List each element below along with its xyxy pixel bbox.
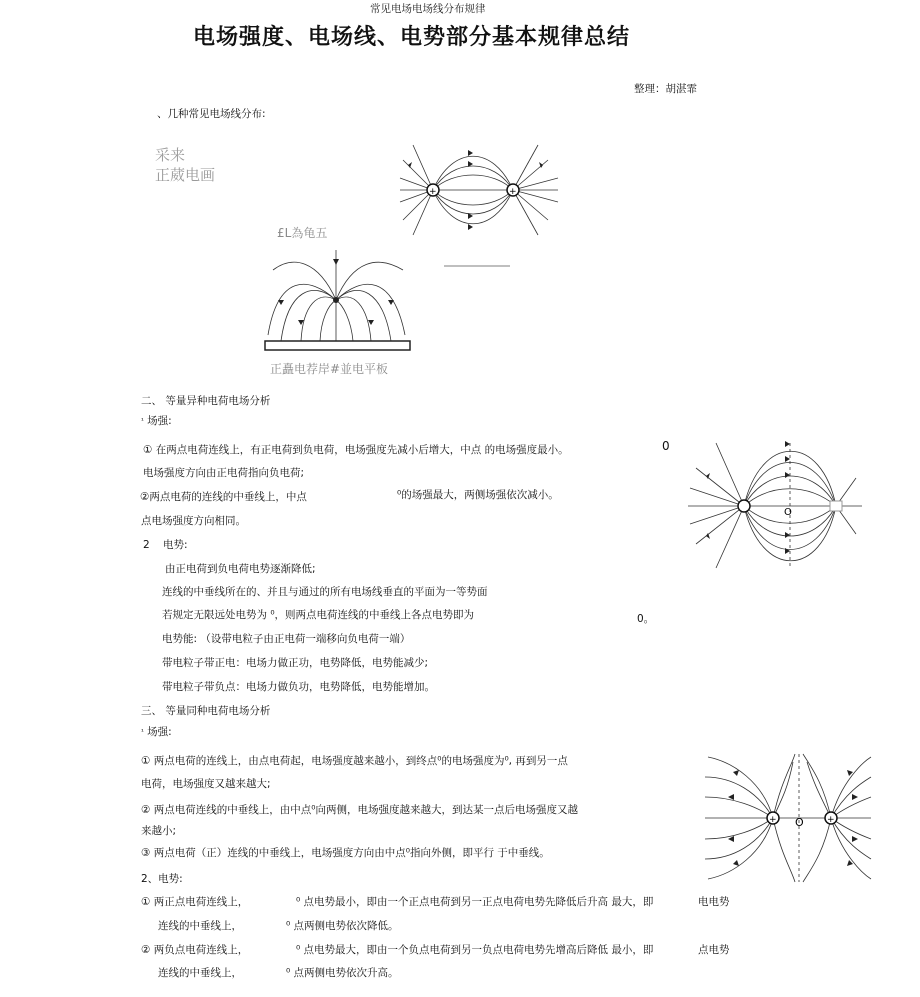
- s3-line-5: ③ 两点电荷（正）连线的中垂线上，电场强度方向由中点⁰指向外侧，即平行 于中垂线。: [141, 847, 550, 859]
- s2-line-2: 电场强度方向由正电荷指向负电荷;: [143, 467, 305, 479]
- s3-line-3: ② 两点电荷连线的中垂线上，由中点⁰向两侧，电场强度越来越大，到达某一点后电场强度又越: [141, 804, 578, 816]
- s2-zero-b: 0。: [637, 613, 655, 625]
- s2-line-4: 点电场强度方向相同。: [141, 515, 246, 527]
- s2-field-subheading: [141, 415, 172, 428]
- author-line: 整理：胡湛霏: [634, 83, 697, 95]
- s3-line-1: ① 两点电荷的连线上，由点电荷起，电场强度越来越小，到终点⁰的电场强度为⁰, 再到另一点: [141, 755, 568, 767]
- svg-text:+: +: [429, 187, 437, 197]
- section-2-heading: 二、 等量异种电荷电场分析: [141, 395, 271, 407]
- s2-zero-a: 0: [662, 439, 670, 453]
- page-title: 电场强度、电场线、电势部分基本规律总结: [193, 25, 631, 50]
- s2-line-9: 带电粒子带正电：电场力做正功，电势降低，电势能减少;: [162, 657, 429, 669]
- fig-dipole-field: [686, 438, 864, 588]
- s2-line-8: 电势能: （设带电粒子由正电荷一端移向负电荷一端）: [162, 633, 411, 645]
- s2-line-1: ① 在两点电荷连线上，有正电荷到负电荷，电场强度先减小后增大，中点 的电场强度最小。: [143, 444, 569, 456]
- s2-line-6: 连线的中垂线所在的、并且与通过的所有电场线垂直的平面为一等势面: [162, 586, 488, 598]
- s2-line-3a: ②两点电荷的连线的中垂线上，中点: [140, 491, 307, 503]
- s3-p1-num: ¹: [141, 728, 144, 736]
- s3-m1c: 电电势: [698, 896, 730, 908]
- s2-p1-label: 场强:: [147, 415, 172, 427]
- s3-m4a: 连线的中垂线上，: [158, 967, 242, 979]
- s2-line-3b: ⁰的场强最大，两侧场强依次减小。: [397, 489, 559, 501]
- s3-m4b: ⁰ 点两侧电势依次升高。: [286, 967, 399, 979]
- svg-text:+: +: [769, 815, 777, 825]
- svg-text:+: +: [509, 187, 517, 197]
- s2-potential-subheading: [143, 539, 188, 552]
- s3-potential-subheading: 2、电势:: [141, 873, 183, 885]
- s3-m3a: ② 两负点电荷连线上，: [141, 944, 249, 956]
- fig-equal-charges-field: [703, 752, 873, 884]
- s3-field-subheading: [141, 726, 172, 739]
- s3-m3c: 点电势: [698, 944, 730, 956]
- s3-m1b: ⁰ 点电势最小，即由一个正点电荷到另一正点电荷电势先降低后升高 最大，即: [296, 896, 654, 908]
- s2-p2-num: 2: [143, 539, 150, 551]
- svg-text:+: +: [827, 815, 835, 825]
- fig-charge-plate-field: [263, 245, 413, 355]
- section-1-heading: 、几种常见电场线分布:: [157, 108, 266, 120]
- s3-m2a: 连线的中垂线上，: [158, 920, 242, 932]
- s3-m2b: ⁰ 点两侧电势依次降低。: [286, 920, 399, 932]
- s2-p1-num: ¹: [141, 417, 144, 425]
- s3-line-2: 电荷，电场强度又越来越大;: [141, 778, 271, 790]
- fig-dipole-o-label: O: [784, 507, 792, 518]
- faint-label-c: £L為龟五: [277, 226, 328, 240]
- running-header: 常见电场电场线分布规律: [370, 3, 486, 15]
- s2-line-7: 若规定无限远处电势为 ⁰，则两点电荷连线的中垂线上各点电势即为: [162, 609, 475, 621]
- s3-m3b: ⁰ 点电势最大，即由一个负点电荷到另一负点电荷电势先增高后降低 最小，即: [296, 944, 654, 956]
- s3-m1a: ① 两正点电荷连线上，: [141, 896, 249, 908]
- s2-line-5: 由正电荷到负电荷电势逐渐降低;: [165, 563, 316, 575]
- fig-two-charges-field: [398, 140, 560, 240]
- s3-p1-label: 场强:: [147, 726, 172, 738]
- s2-p2-label: 电势:: [163, 539, 188, 551]
- s3-line-4: 来越小;: [141, 825, 177, 837]
- fig-equal-o-label: O: [795, 816, 804, 829]
- faint-label-a: 采来: [155, 146, 186, 164]
- s2-line-10: 带电粒子带负点：电场力做负功，电势降低，电势能增加。: [162, 681, 435, 693]
- faint-label-b: 正葳电画: [155, 166, 216, 184]
- faint-dash-mark: [444, 262, 514, 272]
- figure-caption: 正矗电荐岸#並电平板: [270, 362, 389, 376]
- section-3-heading: 三、 等量同种电荷电场分析: [141, 705, 271, 717]
